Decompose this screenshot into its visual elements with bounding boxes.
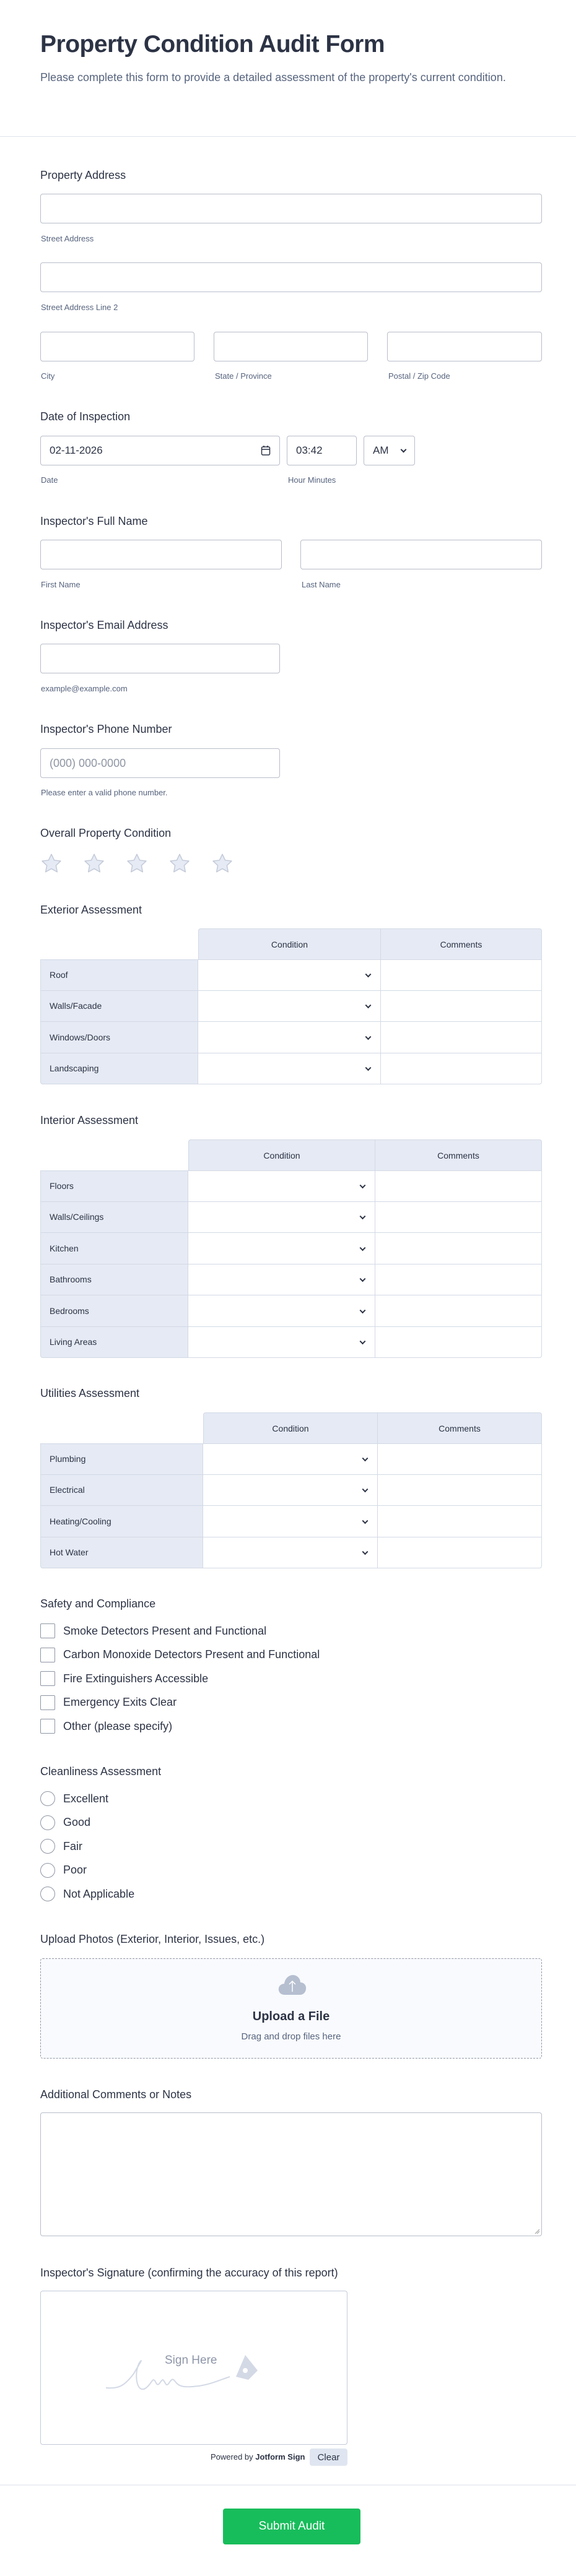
condition-select[interactable] (198, 959, 381, 991)
postal-sublabel: Postal / Zip Code (388, 371, 450, 381)
condition-select[interactable] (188, 1202, 375, 1234)
header-divider (0, 136, 576, 137)
matrix-row (40, 1295, 542, 1327)
condition-select[interactable] (198, 1022, 381, 1053)
matrix-label: Utilities Assessment (40, 1387, 140, 1399)
safety-label: Safety and Compliance (40, 1597, 156, 1610)
time-input[interactable]: 03:42 (287, 436, 357, 465)
cloud-upload-icon (277, 1974, 307, 1996)
matrix-row-label: Walls/Facade (40, 991, 198, 1022)
matrix-column-header: Condition (203, 1412, 378, 1443)
street-address-input[interactable] (40, 194, 542, 223)
radio-option[interactable] (40, 1887, 134, 1901)
chevron-down-icon (365, 1065, 372, 1071)
radio-option[interactable] (40, 1863, 87, 1878)
upload-label: Upload Photos (Exterior, Interior, Issues, etc.) (40, 1933, 265, 1945)
signature-scribble-icon (106, 2352, 286, 2395)
comments-input[interactable] (375, 1264, 542, 1296)
chevron-down-icon (401, 446, 407, 452)
matrix-table (40, 1139, 542, 1358)
radio-label: Not Applicable (63, 1887, 135, 1900)
upload-subtitle: Drag and drop files here (241, 2031, 341, 2042)
condition-dropdown[interactable] (203, 1444, 377, 1474)
matrix-column-header: Condition (188, 1139, 375, 1170)
first-name-sublabel: First Name (41, 580, 81, 589)
checkbox-label: Carbon Monoxide Detectors Present and Functional (63, 1648, 320, 1661)
powered-by-label: Powered by (211, 2452, 253, 2461)
matrix-row (40, 1443, 542, 1475)
date-value: 02-11-2026 (50, 444, 103, 456)
matrix-row (40, 959, 542, 991)
condition-dropdown[interactable] (188, 1233, 375, 1264)
checkbox-label: Smoke Detectors Present and Functional (63, 1624, 267, 1637)
sign-here-placeholder: Sign Here (165, 2354, 217, 2367)
city-sublabel: City (41, 371, 55, 381)
checkbox-option[interactable] (40, 1671, 208, 1686)
checkbox-label: Emergency Exits Clear (63, 1696, 177, 1708)
matrix-row (40, 1264, 542, 1296)
phone-label: Inspector's Phone Number (40, 723, 172, 735)
powered-by-text (211, 2452, 305, 2461)
matrix-row-label: Hot Water (40, 1537, 203, 1569)
last-name-input[interactable] (300, 540, 542, 569)
full-name-label: Inspector's Full Name (40, 515, 148, 527)
comments-input[interactable] (375, 1170, 542, 1202)
chevron-down-icon (362, 1518, 369, 1524)
matrix-column-header: Condition (198, 928, 381, 959)
checkbox-option[interactable] (40, 1719, 172, 1734)
matrix-row (40, 1233, 542, 1264)
checkbox[interactable] (40, 1719, 55, 1734)
chevron-down-icon (360, 1245, 366, 1251)
email-label: Inspector's Email Address (40, 619, 168, 631)
chevron-down-icon (362, 1487, 369, 1493)
matrix-label: Interior Assessment (40, 1114, 139, 1126)
matrix-row-label: Bathrooms (40, 1264, 188, 1296)
date-input[interactable] (40, 436, 280, 465)
email-input[interactable] (40, 644, 280, 673)
condition-select[interactable] (188, 1264, 375, 1296)
street-address-line2-sublabel: Street Address Line 2 (41, 303, 118, 312)
condition-select[interactable] (203, 1443, 378, 1475)
overall-condition-label: Overall Property Condition (40, 827, 172, 839)
chevron-down-icon (360, 1276, 366, 1282)
matrix-row-label: Landscaping (40, 1053, 198, 1085)
condition-dropdown[interactable] (188, 1264, 375, 1295)
condition-dropdown[interactable] (203, 1475, 377, 1506)
checkbox-label: Other (please specify) (63, 1719, 173, 1732)
matrix-column-header: Comments (375, 1139, 542, 1170)
comments-input[interactable] (381, 1053, 542, 1085)
condition-dropdown[interactable] (198, 991, 380, 1022)
chevron-down-icon (365, 1003, 372, 1009)
property-address-label: Property Address (40, 169, 126, 181)
radio-button[interactable] (40, 1863, 55, 1878)
radio-button[interactable] (40, 1887, 55, 1901)
chevron-down-icon (365, 972, 372, 978)
first-name-input[interactable] (40, 540, 282, 569)
street-address-sublabel: Street Address (41, 234, 94, 243)
last-name-sublabel: Last Name (302, 580, 341, 589)
comments-label: Additional Comments or Notes (40, 2088, 192, 2101)
matrix-row (40, 1327, 542, 1359)
resize-handle-icon[interactable] (535, 2229, 539, 2234)
matrix-row (40, 1022, 542, 1053)
matrix-row (40, 1202, 542, 1234)
condition-select[interactable] (188, 1233, 375, 1264)
checkbox-option[interactable] (40, 1623, 266, 1638)
condition-select[interactable] (203, 1537, 378, 1569)
condition-dropdown[interactable] (198, 1022, 380, 1053)
radio-button[interactable] (40, 1815, 55, 1830)
matrix-column-header: Comments (378, 1412, 542, 1443)
matrix-corner (40, 928, 198, 959)
checkbox[interactable] (40, 1648, 55, 1662)
condition-dropdown[interactable] (198, 1053, 380, 1084)
matrix-row-label: Electrical (40, 1475, 203, 1506)
condition-dropdown[interactable] (203, 1506, 377, 1537)
matrix-row (40, 1170, 542, 1202)
matrix-row-label: Roof (40, 959, 198, 991)
comments-input[interactable] (381, 959, 542, 991)
comments-input[interactable] (378, 1506, 542, 1537)
street-address-line2-input[interactable] (40, 262, 542, 292)
condition-select[interactable] (188, 1170, 375, 1202)
email-sublabel: example@example.com (41, 684, 128, 693)
checkbox-label: Fire Extinguishers Accessible (63, 1672, 209, 1685)
matrix-row-label: Bedrooms (40, 1295, 188, 1327)
condition-dropdown[interactable] (188, 1171, 375, 1201)
chevron-down-icon (362, 1456, 369, 1462)
cleanliness-label: Cleanliness Assessment (40, 1765, 162, 1778)
matrix-row (40, 1506, 542, 1537)
comments-textarea[interactable] (40, 2112, 542, 2236)
signature-label: Inspector's Signature (confirming the accuracy of this report) (40, 2267, 338, 2279)
matrix-row-label: Kitchen (40, 1233, 188, 1264)
comments-input[interactable] (378, 1443, 542, 1475)
time-sublabel: Hour Minutes (288, 475, 336, 485)
radio-option[interactable] (40, 1839, 82, 1854)
ampm-value: AM (373, 444, 389, 456)
checkbox-option[interactable] (40, 1648, 320, 1662)
signature-pad[interactable] (40, 2291, 347, 2445)
matrix-row-label: Windows/Doors (40, 1022, 198, 1053)
star-icon[interactable] (126, 853, 148, 874)
footer-divider (0, 2484, 576, 2486)
radio-option[interactable] (40, 1791, 108, 1806)
condition-dropdown[interactable] (198, 960, 380, 990)
matrix-row-label: Living Areas (40, 1327, 188, 1359)
radio-option[interactable] (40, 1815, 90, 1830)
condition-dropdown[interactable] (188, 1295, 375, 1326)
comments-input[interactable] (375, 1233, 542, 1264)
comments-input[interactable] (381, 991, 542, 1022)
state-sublabel: State / Province (215, 371, 272, 381)
clear-signature-button[interactable]: Clear (310, 2448, 347, 2466)
condition-select[interactable] (198, 991, 381, 1022)
file-upload-dropzone[interactable] (40, 1958, 542, 2059)
radio-label: Good (63, 1816, 91, 1828)
condition-select[interactable] (188, 1327, 375, 1359)
upload-title: Upload a File (252, 2010, 330, 2023)
matrix-row-label: Plumbing (40, 1443, 203, 1475)
matrix-row (40, 1537, 542, 1569)
star-icon[interactable] (211, 853, 233, 874)
comments-input[interactable] (378, 1475, 542, 1506)
chevron-down-icon (360, 1214, 366, 1220)
condition-select[interactable] (203, 1475, 378, 1506)
radio-label: Poor (63, 1864, 87, 1876)
matrix-row (40, 1053, 542, 1085)
checkbox[interactable] (40, 1695, 55, 1710)
comments-input[interactable] (375, 1295, 542, 1327)
matrix-table (40, 928, 542, 1084)
radio-button[interactable] (40, 1791, 55, 1806)
chevron-down-icon (360, 1339, 366, 1345)
condition-dropdown[interactable] (188, 1327, 375, 1358)
chevron-down-icon (365, 1034, 372, 1040)
comments-input[interactable] (378, 1537, 542, 1569)
matrix-row-label: Heating/Cooling (40, 1506, 203, 1537)
phone-sublabel: Please enter a valid phone number. (41, 788, 168, 797)
radio-label: Fair (63, 1839, 82, 1852)
condition-dropdown[interactable] (203, 1537, 377, 1568)
comments-input[interactable] (381, 1022, 542, 1053)
matrix-corner (40, 1412, 203, 1443)
condition-select[interactable] (188, 1295, 375, 1327)
chevron-down-icon (360, 1183, 366, 1189)
state-input[interactable] (214, 332, 368, 361)
checkbox-option[interactable] (40, 1695, 177, 1710)
matrix-table (40, 1412, 542, 1568)
calendar-icon[interactable] (261, 445, 271, 456)
ampm-select[interactable] (364, 436, 415, 465)
star-icon[interactable] (40, 853, 63, 874)
matrix-row-label: Walls/Ceilings (40, 1202, 188, 1234)
chevron-down-icon (362, 1549, 369, 1555)
submit-button[interactable]: Submit Audit (223, 2509, 360, 2544)
comments-input[interactable] (375, 1327, 542, 1359)
matrix-label: Exterior Assessment (40, 904, 142, 916)
date-sublabel: Date (41, 475, 58, 485)
condition-dropdown[interactable] (188, 1202, 375, 1233)
jotform-sign-brand: Jotform Sign (255, 2452, 305, 2461)
matrix-column-header: Comments (381, 928, 542, 959)
city-input[interactable] (40, 332, 194, 361)
condition-select[interactable] (203, 1506, 378, 1537)
checkbox[interactable] (40, 1623, 55, 1638)
star-icon[interactable] (83, 853, 105, 874)
comments-input[interactable] (375, 1202, 542, 1234)
postal-input[interactable] (387, 332, 542, 361)
matrix-row (40, 1475, 542, 1506)
phone-input[interactable]: (000) 000-0000 (40, 748, 280, 778)
condition-select[interactable] (198, 1053, 381, 1085)
matrix-corner (40, 1139, 188, 1170)
checkbox[interactable] (40, 1671, 55, 1686)
date-label: Date of Inspection (40, 410, 131, 423)
matrix-row-label: Floors (40, 1170, 188, 1202)
radio-label: Excellent (63, 1792, 109, 1805)
star-icon[interactable] (168, 853, 191, 874)
matrix-row (40, 991, 542, 1022)
chevron-down-icon (360, 1307, 366, 1313)
form-description: Please complete this form to provide a detailed assessment of the property's current condition. (40, 71, 506, 84)
form-title: Property Condition Audit Form (40, 31, 385, 58)
radio-button[interactable] (40, 1839, 55, 1854)
